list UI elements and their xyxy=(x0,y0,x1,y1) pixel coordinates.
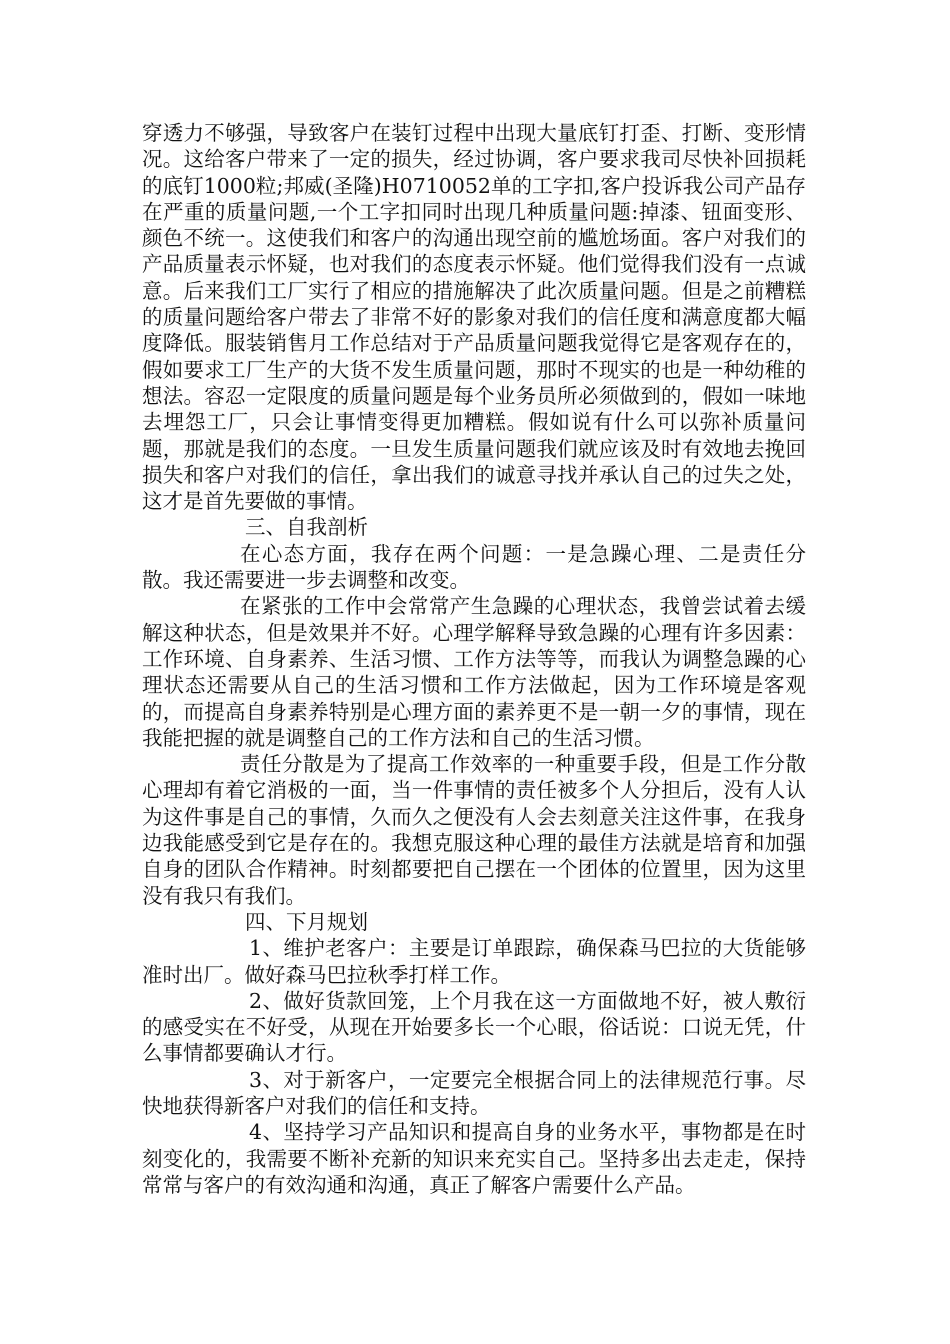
paragraph-responsibility: 责任分散是为了提高工作效率的一种重要手段，但是工作分散心理却有着它消极的一面，当一件事情的责任被多个人分担后，没有人认为这件事是自己的事情，久而久之便没有人会去刻意关注这件事，在我身边我能感受到它是存在的。我想克服这种心理的最佳方法就是培育和加强自身的团队合作精神。时刻都要把自己摆在一个团体的位置里，因为这里没有我只有我们。 xyxy=(142,752,806,908)
plan-item-4: 4、坚持学习产品知识和提高自身的业务水平，事物都是在时刻变化的，我需要不断补充新的知识来充实自己。坚持多出去走走，保持常常与客户的有效沟通和沟通，真正了解客户需要什么产品。 xyxy=(142,1120,806,1197)
plan-item-1: 1、维护老客户：主要是订单跟踪，确保森马巴拉的大货能够准时出厂。做好森马巴拉秋季打样工作。 xyxy=(142,936,806,987)
section-heading-next-month-plan: 四、下月规划 xyxy=(245,909,368,934)
section-heading-self-analysis: 三、自我剖析 xyxy=(245,515,368,540)
paragraph-impatience: 在紧张的工作中会常常产生急躁的心理状态，我曾尝试着去缓解这种状态，但是效果并不好。心理学解释导致急躁的心理有许多因素：工作环境、自身素养、生活习惯、工作方法等等，而我认为调整急躁的心理状态还需要从自己的生活习惯和工作方法做起，因为工作环境是客观的，而提高自身素养特别是心理方面的素养更不是一朝一夕的事情，现在我能把握的就是调整自己的工作方法和自己的生活习惯。 xyxy=(142,594,806,750)
document-body xyxy=(142,120,806,1198)
plan-item-3: 3、对于新客户，一定要完全根据合同上的法律规范行事。尽快地获得新客户对我们的信任和支持。 xyxy=(142,1067,806,1118)
plan-item-2: 2、做好货款回笼，上个月我在这一方面做地不好，被人敷衍的感受实在不好受，从现在开始要多长一个心眼，俗话说：口说无凭，什么事情都要确认才行。 xyxy=(142,988,806,1066)
paragraph-mindset: 在心态方面，我存在两个问题：一是急躁心理、二是责任分散。我还需要进一步去调整和改变。 xyxy=(142,541,806,593)
paragraph-quality-issue: 穿透力不够强，导致客户在装钉过程中出现大量底钉打歪、打断、变形情况。这给客户带来了一定的损失，经过协调，客户要求我司尽快补回损耗的底钉1000粒;邦威(圣隆)H0710052单的工字扣,客户投诉我公司产品存在严重的质量问题,一个工字扣同时出现几种质量问题:掉漆、钮面变形、颜色不统一。这使我们和客户的沟通出现空前的尴尬场面。客户对我们的产品质量表示怀疑，也对我们的态度表示怀疑。他们觉得我们没有一点诚意。后来我们工厂实行了相应的措施解决了此次质量问题。但是之前糟糕的质量问题给客户带去了非常不好的影象对我们的信任度和满意度都大幅度降低。服装销售月工作总结对于产品质量问题我觉得它是客观存在的，假如要求工厂生产的大货不发生质量问题，那时不现实的也是一种幼稚的想法。容忍一定限度的质量问题是每个业务员所必须做到的，假如一味地去埋怨工厂，只会让事情变得更加糟糕。假如说有什么可以弥补质量问题，那就是我们的态度。一旦发生质量问题我们就应该及时有效地去挽回损失和客户对我们的信任，拿出我们的诚意寻找并承认自己的过失之处，这才是首先要做的事情。 xyxy=(142,121,806,514)
